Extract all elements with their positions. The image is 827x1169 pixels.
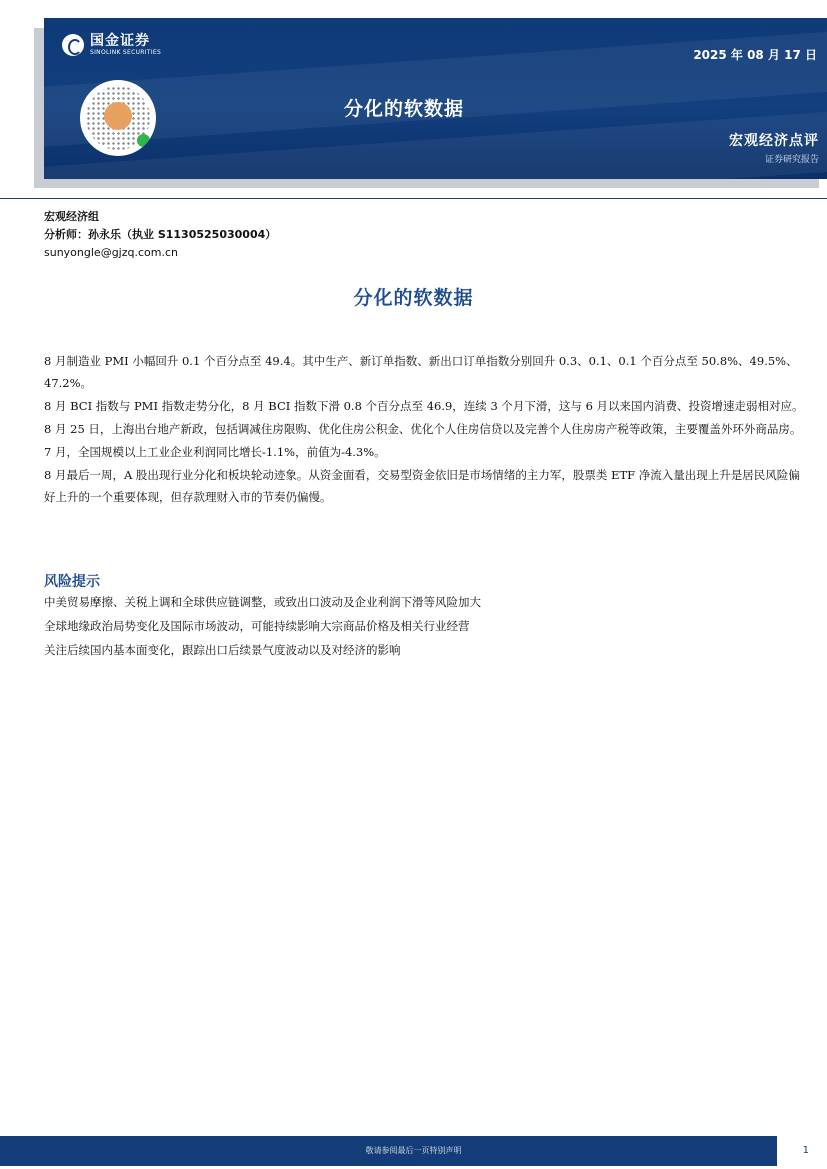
risk-item: 关注后续国内基本面变化，跟踪出口后续景气度波动以及对经济的影响 <box>44 643 401 657</box>
summary-paragraph: 7 月，全国规模以上工业企业利润同比增长-1.1%，前值为-4.3%。 <box>44 445 386 459</box>
risk-item: 中美贸易摩擦、关税上调和全球供应链调整，或致出口波动及企业利润下滑等风险加大 <box>44 595 481 609</box>
footer-disclaimer: 敬请参阅最后一页特别声明 <box>365 1146 462 1155</box>
page-number-box <box>775 1136 827 1166</box>
risk-list <box>44 591 804 663</box>
summary-paragraph: 8 月最后一周，A 股出现行业分化和板块轮动迹象。从资金面看，交易型资金依旧是市场情绪的主力军，股票类 ETF 净流入量出现上升是居民风险偏好上升的一个重要体现，但存款理财入市的节奏仍偏慢。 <box>44 468 800 504</box>
report-subtype: 证券研究报告 <box>764 155 819 165</box>
report-banner <box>44 18 827 179</box>
risk-item: 全球地缘政治局势变化及国际市场波动，可能持续影响大宗商品价格及相关行业经营 <box>44 619 470 633</box>
page-title: 分化的软数据 <box>353 287 474 309</box>
mini-program-icon <box>137 134 150 147</box>
analyst-email: sunyongle@gjzq.com.cn <box>44 246 178 259</box>
analyst-group: 宏观经济组 <box>44 210 99 223</box>
summary-paragraph: 8 月 25 日，上海出台地产新政，包括调减住房限购、优化住房公积金、优化个人住房信贷以及完善个人住房房产税等政策，主要覆盖外环外商品房。 <box>44 422 802 436</box>
analyst-name: 分析师：孙永乐（执业 S1130525030004） <box>44 228 277 241</box>
risk-heading: 风险提示 <box>44 574 100 590</box>
logo-mark-icon <box>62 34 84 56</box>
summary-paragraph: 8 月制造业 PMI 小幅回升 0.1 个百分点至 49.4。其中生产、新订单指数、新出口订单指数分别回升 0.3、0.1、0.1 个百分点至 50.8%、49.5%、47.2%。 <box>44 354 798 390</box>
logo-name-en: SINOLINK SECURITIES <box>90 49 162 56</box>
summary-body <box>44 350 804 509</box>
analyst-info <box>44 208 276 262</box>
qr-code-icon <box>80 80 156 156</box>
summary-paragraph: 8 月 BCI 指数与 PMI 指数走势分化，8 月 BCI 指数下滑 0.8 个百分点至 46.9，连续 3 个月下滑，这与 6 月以来国内消费、投资增速走弱相对应。 <box>44 399 804 413</box>
page-footer <box>0 1136 827 1166</box>
company-logo <box>62 34 161 56</box>
banner-title: 分化的软数据 <box>344 98 465 120</box>
report-type: 宏观经济点评 <box>729 133 819 149</box>
logo-name-cn: 国金证券 <box>90 33 150 49</box>
header-divider <box>0 198 827 199</box>
page-number: 1 <box>802 1145 809 1156</box>
report-date: 2025 年 08 月 17 日 <box>693 48 817 62</box>
